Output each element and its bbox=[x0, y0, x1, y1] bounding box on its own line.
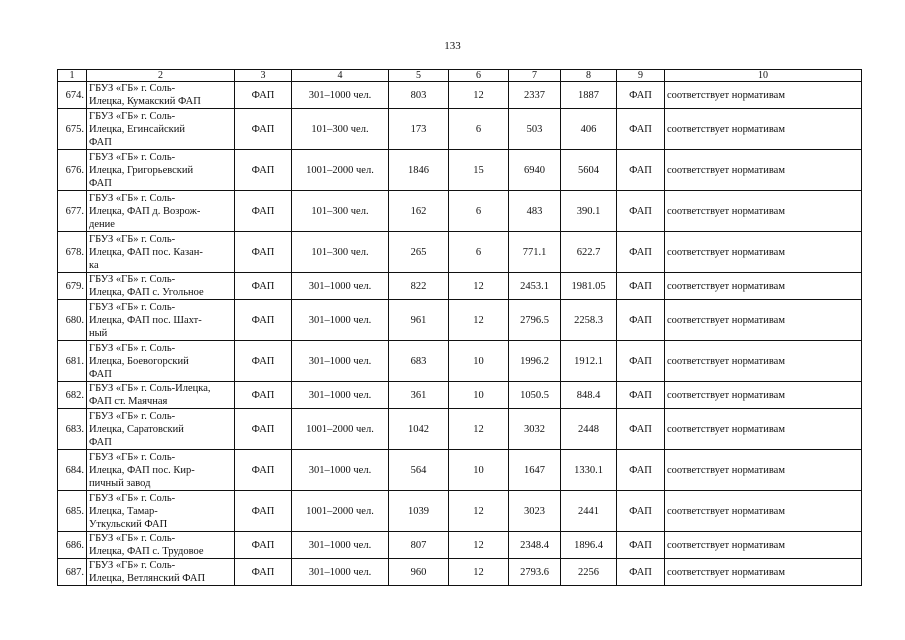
facility-name-line: Илецка, Саратовский bbox=[89, 423, 184, 435]
table-row bbox=[58, 409, 862, 450]
value-cell-col7: 2793.6 bbox=[509, 559, 561, 586]
value-cell-col6: 6 bbox=[449, 191, 509, 232]
table-row bbox=[58, 559, 862, 586]
table-row bbox=[58, 232, 862, 273]
row-number-cell: 686. bbox=[58, 532, 87, 559]
value-cell-col7: 6940 bbox=[509, 150, 561, 191]
facility-table bbox=[57, 69, 862, 586]
facility-type-actual-cell: ФАП bbox=[617, 300, 665, 341]
facility-name-line: ГБУЗ «ГБ» г. Соль-Илецка, bbox=[89, 383, 211, 394]
compliance-note-cell: соответствует нормативам bbox=[665, 341, 862, 382]
table-row bbox=[58, 109, 862, 150]
facility-name-line: ГБУЗ «ГБ» г. Соль- bbox=[89, 410, 176, 422]
column-header: 2 bbox=[87, 70, 235, 82]
population-range-cell: 1001–2000 чел. bbox=[292, 409, 389, 450]
facility-name-cell bbox=[87, 191, 235, 232]
facility-type-actual-cell: ФАП bbox=[617, 409, 665, 450]
facility-type-actual-cell: ФАП bbox=[617, 341, 665, 382]
value-cell-col7: 3032 bbox=[509, 409, 561, 450]
compliance-note-cell: соответствует нормативам bbox=[665, 559, 862, 586]
value-cell-col8: 1330.1 bbox=[561, 450, 617, 491]
facility-name-line: Илецка, ФАП пос. Шахт- bbox=[89, 314, 202, 326]
facility-name-line: ГБУЗ «ГБ» г. Соль- bbox=[89, 274, 176, 285]
compliance-note-cell: соответствует нормативам bbox=[665, 409, 862, 450]
facility-name-line: ФАП bbox=[89, 177, 112, 189]
value-cell-col6: 12 bbox=[449, 82, 509, 109]
population-range-cell: 301–1000 чел. bbox=[292, 273, 389, 300]
facility-type-cell: ФАП bbox=[235, 450, 292, 491]
table-row bbox=[58, 382, 862, 409]
compliance-note-cell: соответствует нормативам bbox=[665, 191, 862, 232]
compliance-note-cell: соответствует нормативам bbox=[665, 273, 862, 300]
table-row bbox=[58, 273, 862, 300]
value-cell-col7: 3023 bbox=[509, 491, 561, 532]
value-cell-col7: 2796.5 bbox=[509, 300, 561, 341]
facility-name-line: Илецка, ФАП пос. Кир- bbox=[89, 464, 195, 476]
facility-name-line: ный bbox=[89, 327, 108, 339]
facility-type-cell: ФАП bbox=[235, 300, 292, 341]
facility-name-line: Илецка, Кумакский ФАП bbox=[89, 96, 201, 107]
compliance-note-cell: соответствует нормативам bbox=[665, 232, 862, 273]
facility-name-cell bbox=[87, 82, 235, 109]
compliance-note-cell: соответствует нормативам bbox=[665, 150, 862, 191]
facility-type-cell: ФАП bbox=[235, 109, 292, 150]
value-cell-col8: 848.4 bbox=[561, 382, 617, 409]
table-row bbox=[58, 300, 862, 341]
facility-name-line: ГБУЗ «ГБ» г. Соль- bbox=[89, 110, 176, 122]
value-cell-col6: 6 bbox=[449, 232, 509, 273]
facility-type-actual-cell: ФАП bbox=[617, 191, 665, 232]
value-cell-col5: 1039 bbox=[389, 491, 449, 532]
value-cell-col5: 822 bbox=[389, 273, 449, 300]
value-cell-col5: 960 bbox=[389, 559, 449, 586]
row-number-cell: 683. bbox=[58, 409, 87, 450]
value-cell-col7: 2348.4 bbox=[509, 532, 561, 559]
facility-name-line: Уткульский ФАП bbox=[89, 518, 168, 530]
value-cell-col5: 683 bbox=[389, 341, 449, 382]
value-cell-col5: 162 bbox=[389, 191, 449, 232]
row-number-cell: 682. bbox=[58, 382, 87, 409]
facility-name-line: ГБУЗ «ГБ» г. Соль- bbox=[89, 492, 176, 504]
facility-name-line: ГБУЗ «ГБ» г. Соль- bbox=[89, 83, 176, 94]
value-cell-col8: 2448 bbox=[561, 409, 617, 450]
value-cell-col5: 1846 bbox=[389, 150, 449, 191]
facility-name-line: ГБУЗ «ГБ» г. Соль- bbox=[89, 151, 176, 163]
compliance-note-cell: соответствует нормативам bbox=[665, 491, 862, 532]
value-cell-col8: 1912.1 bbox=[561, 341, 617, 382]
facility-type-actual-cell: ФАП bbox=[617, 450, 665, 491]
population-range-cell: 101–300 чел. bbox=[292, 191, 389, 232]
facility-name-cell bbox=[87, 109, 235, 150]
column-header: 6 bbox=[449, 70, 509, 82]
facility-name-line: ГБУЗ «ГБ» г. Соль- bbox=[89, 233, 176, 245]
population-range-cell: 1001–2000 чел. bbox=[292, 150, 389, 191]
facility-name-line: ФАП bbox=[89, 368, 112, 380]
column-header: 8 bbox=[561, 70, 617, 82]
facility-name-cell bbox=[87, 450, 235, 491]
value-cell-col6: 6 bbox=[449, 109, 509, 150]
facility-name-cell bbox=[87, 300, 235, 341]
facility-name-line: ГБУЗ «ГБ» г. Соль- bbox=[89, 301, 176, 313]
facility-name-cell bbox=[87, 409, 235, 450]
value-cell-col6: 10 bbox=[449, 450, 509, 491]
compliance-note-cell: соответствует нормативам bbox=[665, 450, 862, 491]
population-range-cell: 301–1000 чел. bbox=[292, 382, 389, 409]
value-cell-col5: 1042 bbox=[389, 409, 449, 450]
column-header: 1 bbox=[58, 70, 87, 82]
value-cell-col6: 12 bbox=[449, 559, 509, 586]
value-cell-col7: 483 bbox=[509, 191, 561, 232]
facility-name-cell bbox=[87, 559, 235, 586]
facility-name-cell bbox=[87, 232, 235, 273]
table-row bbox=[58, 450, 862, 491]
population-range-cell: 301–1000 чел. bbox=[292, 300, 389, 341]
facility-type-cell: ФАП bbox=[235, 382, 292, 409]
facility-type-cell: ФАП bbox=[235, 232, 292, 273]
value-cell-col6: 12 bbox=[449, 409, 509, 450]
facility-name-line: Илецка, ФАП д. Возрож- bbox=[89, 205, 201, 217]
row-number-cell: 677. bbox=[58, 191, 87, 232]
facility-type-actual-cell: ФАП bbox=[617, 559, 665, 586]
facility-type-cell: ФАП bbox=[235, 491, 292, 532]
facility-name-cell bbox=[87, 532, 235, 559]
table-row bbox=[58, 532, 862, 559]
population-range-cell: 301–1000 чел. bbox=[292, 450, 389, 491]
value-cell-col8: 390.1 bbox=[561, 191, 617, 232]
value-cell-col8: 622.7 bbox=[561, 232, 617, 273]
value-cell-col7: 2337 bbox=[509, 82, 561, 109]
value-cell-col8: 1896.4 bbox=[561, 532, 617, 559]
row-number-cell: 680. bbox=[58, 300, 87, 341]
population-range-cell: 301–1000 чел. bbox=[292, 82, 389, 109]
column-header: 9 bbox=[617, 70, 665, 82]
value-cell-col8: 406 bbox=[561, 109, 617, 150]
facility-name-line: пичный завод bbox=[89, 477, 151, 489]
value-cell-col8: 2441 bbox=[561, 491, 617, 532]
facility-type-actual-cell: ФАП bbox=[617, 273, 665, 300]
facility-name-line: ФАП ст. Маячная bbox=[89, 396, 168, 407]
facility-name-line: ГБУЗ «ГБ» г. Соль- bbox=[89, 192, 176, 204]
facility-name-cell bbox=[87, 341, 235, 382]
facility-type-actual-cell: ФАП bbox=[617, 382, 665, 409]
compliance-note-cell: соответствует нормативам bbox=[665, 532, 862, 559]
facility-type-cell: ФАП bbox=[235, 409, 292, 450]
row-number-cell: 687. bbox=[58, 559, 87, 586]
facility-name-line: Илецка, Боевогорский bbox=[89, 355, 189, 367]
value-cell-col8: 2256 bbox=[561, 559, 617, 586]
facility-name-line: ГБУЗ «ГБ» г. Соль- bbox=[89, 342, 176, 354]
value-cell-col6: 10 bbox=[449, 341, 509, 382]
population-range-cell: 301–1000 чел. bbox=[292, 559, 389, 586]
value-cell-col7: 771.1 bbox=[509, 232, 561, 273]
table-row bbox=[58, 82, 862, 109]
value-cell-col5: 807 bbox=[389, 532, 449, 559]
column-header: 5 bbox=[389, 70, 449, 82]
value-cell-col8: 2258.3 bbox=[561, 300, 617, 341]
facility-type-actual-cell: ФАП bbox=[617, 491, 665, 532]
row-number-cell: 684. bbox=[58, 450, 87, 491]
value-cell-col6: 12 bbox=[449, 300, 509, 341]
row-number-cell: 685. bbox=[58, 491, 87, 532]
value-cell-col6: 10 bbox=[449, 382, 509, 409]
value-cell-col5: 265 bbox=[389, 232, 449, 273]
facility-type-actual-cell: ФАП bbox=[617, 532, 665, 559]
compliance-note-cell: соответствует нормативам bbox=[665, 82, 862, 109]
facility-name-line: Илецка, ФАП с. Угольное bbox=[89, 287, 204, 298]
table-row bbox=[58, 341, 862, 382]
compliance-note-cell: соответствует нормативам bbox=[665, 109, 862, 150]
population-range-cell: 101–300 чел. bbox=[292, 109, 389, 150]
facility-name-line: Илецка, Тамар- bbox=[89, 505, 158, 517]
facility-type-cell: ФАП bbox=[235, 273, 292, 300]
facility-type-actual-cell: ФАП bbox=[617, 82, 665, 109]
row-number-cell: 679. bbox=[58, 273, 87, 300]
facility-type-cell: ФАП bbox=[235, 532, 292, 559]
compliance-note-cell: соответствует нормативам bbox=[665, 300, 862, 341]
value-cell-col7: 1996.2 bbox=[509, 341, 561, 382]
facility-name-line: ГБУЗ «ГБ» г. Соль- bbox=[89, 451, 176, 463]
value-cell-col8: 5604 bbox=[561, 150, 617, 191]
value-cell-col8: 1887 bbox=[561, 82, 617, 109]
value-cell-col7: 1050.5 bbox=[509, 382, 561, 409]
value-cell-col5: 361 bbox=[389, 382, 449, 409]
population-range-cell: 1001–2000 чел. bbox=[292, 491, 389, 532]
table-header-row bbox=[58, 70, 862, 82]
value-cell-col5: 803 bbox=[389, 82, 449, 109]
value-cell-col6: 15 bbox=[449, 150, 509, 191]
facility-type-cell: ФАП bbox=[235, 150, 292, 191]
column-header: 4 bbox=[292, 70, 389, 82]
row-number-cell: 678. bbox=[58, 232, 87, 273]
column-header: 10 bbox=[665, 70, 862, 82]
value-cell-col5: 961 bbox=[389, 300, 449, 341]
population-range-cell: 301–1000 чел. bbox=[292, 341, 389, 382]
table-row bbox=[58, 150, 862, 191]
facility-type-cell: ФАП bbox=[235, 82, 292, 109]
population-range-cell: 101–300 чел. bbox=[292, 232, 389, 273]
value-cell-col7: 503 bbox=[509, 109, 561, 150]
facility-name-line: Илецка, ФАП с. Трудовое bbox=[89, 546, 204, 557]
table-row bbox=[58, 491, 862, 532]
value-cell-col6: 12 bbox=[449, 491, 509, 532]
facility-name-line: ГБУЗ «ГБ» г. Соль- bbox=[89, 560, 176, 571]
row-number-cell: 674. bbox=[58, 82, 87, 109]
facility-name-line: ГБУЗ «ГБ» г. Соль- bbox=[89, 533, 176, 544]
facility-name-line: ФАП bbox=[89, 136, 112, 148]
value-cell-col5: 173 bbox=[389, 109, 449, 150]
facility-name-cell bbox=[87, 491, 235, 532]
row-number-cell: 676. bbox=[58, 150, 87, 191]
facility-name-line: Илецка, ФАП пос. Казан- bbox=[89, 246, 203, 258]
facility-name-line: Илецка, Григорьевский bbox=[89, 164, 194, 176]
value-cell-col6: 12 bbox=[449, 532, 509, 559]
facility-name-line: Илецка, Егинсайский bbox=[89, 123, 185, 135]
value-cell-col5: 564 bbox=[389, 450, 449, 491]
facility-type-actual-cell: ФАП bbox=[617, 150, 665, 191]
facility-name-line: ка bbox=[89, 259, 99, 271]
column-header: 3 bbox=[235, 70, 292, 82]
page-number: 133 bbox=[444, 40, 461, 52]
table-row bbox=[58, 191, 862, 232]
facility-type-actual-cell: ФАП bbox=[617, 232, 665, 273]
facility-type-actual-cell: ФАП bbox=[617, 109, 665, 150]
population-range-cell: 301–1000 чел. bbox=[292, 532, 389, 559]
facility-name-cell bbox=[87, 273, 235, 300]
compliance-note-cell: соответствует нормативам bbox=[665, 382, 862, 409]
table-body bbox=[58, 82, 862, 586]
row-number-cell: 681. bbox=[58, 341, 87, 382]
facility-name-cell bbox=[87, 150, 235, 191]
facility-name-cell bbox=[87, 382, 235, 409]
facility-type-cell: ФАП bbox=[235, 341, 292, 382]
row-number-cell: 675. bbox=[58, 109, 87, 150]
value-cell-col7: 1647 bbox=[509, 450, 561, 491]
facility-type-cell: ФАП bbox=[235, 191, 292, 232]
facility-name-line: ФАП bbox=[89, 436, 112, 448]
value-cell-col7: 2453.1 bbox=[509, 273, 561, 300]
value-cell-col6: 12 bbox=[449, 273, 509, 300]
facility-name-line: дение bbox=[89, 218, 115, 230]
facility-name-line: Илецка, Ветлянский ФАП bbox=[89, 573, 206, 584]
value-cell-col8: 1981.05 bbox=[561, 273, 617, 300]
facility-type-cell: ФАП bbox=[235, 559, 292, 586]
column-header: 7 bbox=[509, 70, 561, 82]
